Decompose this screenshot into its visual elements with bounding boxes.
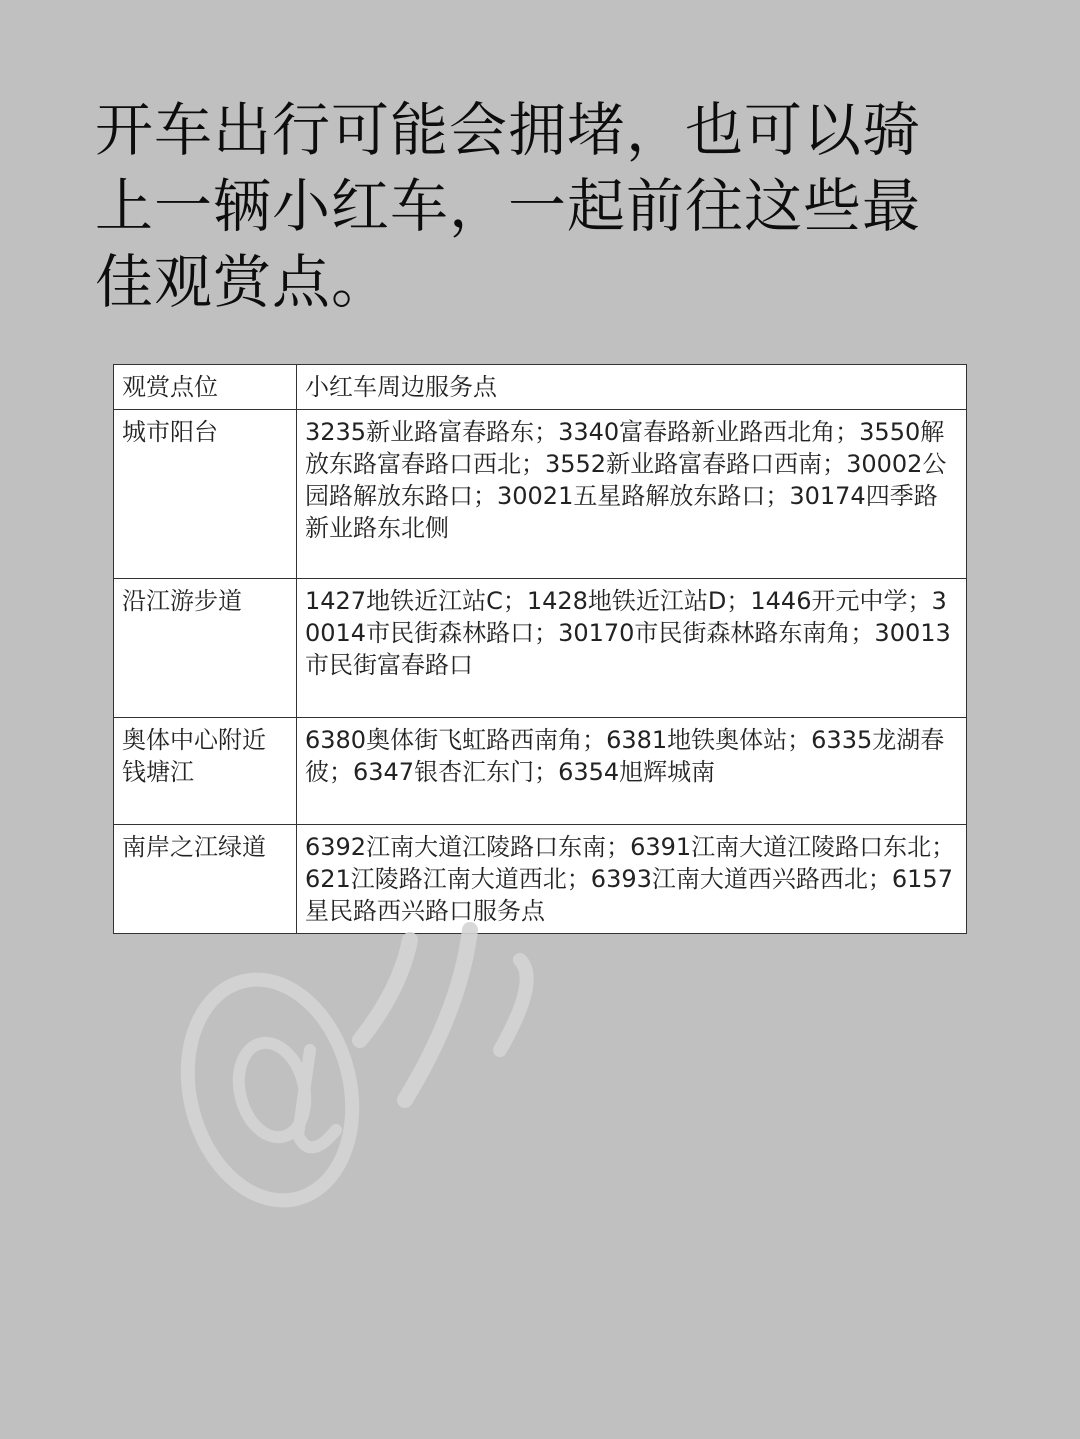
watermark-logo	[160, 900, 620, 1260]
service-points-cell: 1427地铁近江站C；1428地铁近江站D；1446开元中学；30014市民街森林路口；30170市民街森林路东南角；30013市民街富春路口	[297, 579, 967, 718]
viewing-spot-cell: 沿江游步道	[114, 579, 297, 718]
headline: 开车出行可能会拥堵，也可以骑上一辆小红车，一起前往这些最佳观赏点。	[95, 96, 922, 316]
service-points-cell: 6380奥体街飞虹路西南角；6381地铁奥体站；6335龙湖春彼；6347银杏汇东门；6354旭辉城南	[297, 718, 967, 825]
header-viewing-spot: 观赏点位	[114, 365, 297, 410]
viewing-spot-cell: 南岸之江绿道	[114, 825, 297, 934]
table-row	[114, 579, 967, 718]
table-row	[114, 410, 967, 579]
service-point-table-wrapper	[113, 364, 966, 934]
service-points-cell: 6392江南大道江陵路口东南；6391江南大道江陵路口东北；621江陵路江南大道西北；6393江南大道西兴路西北；6157星民路西兴路口服务点	[297, 825, 967, 934]
viewing-spot-cell: 城市阳台	[114, 410, 297, 579]
table-header-row	[114, 365, 967, 410]
service-points-cell: 3235新业路富春路东；3340富春路新业路西北角；3550解放东路富春路口西北；3552新业路富春路口西南；30002公园路解放东路口；30021五星路解放东路口；30174四季路新业路东北侧	[297, 410, 967, 579]
service-point-table	[113, 364, 967, 934]
header-service-points: 小红车周边服务点	[297, 365, 967, 410]
viewing-spot-cell: 奥体中心附近钱塘江	[114, 718, 297, 825]
table-row	[114, 825, 967, 934]
table-row	[114, 718, 967, 825]
